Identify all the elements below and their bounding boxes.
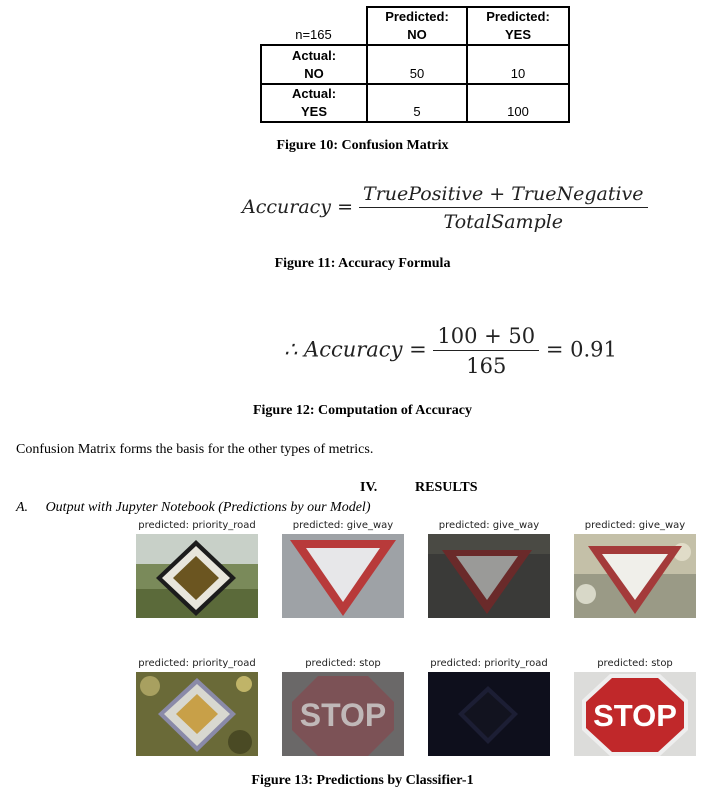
priority-road-sign-icon (136, 534, 258, 618)
figure-10-caption: Figure 10: Confusion Matrix (276, 138, 449, 153)
priority-road-sign-icon (136, 672, 258, 756)
prediction-tile-5 (122, 658, 272, 669)
svg-text:STOP: STOP (593, 698, 677, 733)
svg-text:STOP: STOP (299, 697, 387, 733)
prediction-label: predicted: stop (305, 658, 381, 669)
accuracy-computation (284, 324, 617, 378)
priority-road-sign-icon (428, 672, 550, 756)
computation-lhs: ∴ Accuracy = (284, 337, 427, 362)
cell-actual-yes-predicted-no: 5 (367, 84, 467, 122)
prediction-label: predicted: priority_road (430, 658, 548, 669)
prediction-label: predicted: give_way (292, 520, 394, 531)
formula-fraction (359, 183, 648, 233)
section-number: IV. (360, 480, 378, 495)
formula-lhs: Accuracy = (242, 196, 353, 218)
prediction-tile-3 (414, 520, 564, 531)
computation-numerator: 100 + 50 (433, 324, 539, 351)
prediction-label: predicted: give_way (584, 520, 686, 531)
col-header-predicted-yes: Predicted: YES (467, 7, 569, 45)
prediction-tile-8 (560, 658, 710, 733)
row-header-actual-yes: Actual: YES (261, 84, 367, 122)
cell-actual-yes-predicted-yes: 100 (467, 84, 569, 122)
accuracy-formula (242, 183, 648, 233)
figure-13-caption: Figure 13: Predictions by Classifier-1 (251, 773, 474, 788)
computation-result: = 0.91 (545, 337, 617, 362)
n-label: n=165 (295, 27, 332, 42)
figure-11-caption: Figure 11: Accuracy Formula (274, 256, 451, 271)
prediction-tile-6 (268, 658, 418, 733)
give-way-sign-icon (282, 534, 404, 618)
figure-12-caption: Figure 12: Computation of Accuracy (252, 403, 473, 418)
prediction-tile-4 (560, 520, 710, 531)
confusion-matrix-table (260, 6, 570, 123)
stop-sign-icon (574, 672, 696, 756)
subsection-letter: A. (16, 500, 29, 515)
prediction-tile-1 (122, 520, 272, 531)
prediction-label: predicted: priority_road (138, 658, 256, 669)
section-title: RESULTS (415, 480, 478, 495)
prediction-label: predicted: stop (597, 658, 673, 669)
subsection-title: Output with Jupyter Notebook (Predictions by our Model) (45, 500, 371, 515)
row-header-actual-no: Actual: NO (261, 45, 367, 84)
formula-denominator: TotalSample (443, 211, 564, 233)
cell-actual-no-predicted-no: 50 (367, 45, 467, 84)
give-way-sign-icon (574, 534, 696, 618)
col-header-predicted-no: Predicted: NO (367, 7, 467, 45)
prediction-label: predicted: priority_road (138, 520, 256, 531)
body-paragraph: Confusion Matrix forms the basis for the other types of metrics. (16, 442, 374, 457)
give-way-sign-icon (428, 534, 550, 618)
prediction-label: predicted: give_way (438, 520, 540, 531)
subsection-heading (16, 500, 370, 516)
prediction-tile-7 (414, 658, 564, 669)
cell-actual-no-predicted-yes: 10 (467, 45, 569, 84)
computation-denominator: 165 (466, 354, 507, 378)
formula-numerator: TruePositive + TrueNegative (359, 183, 648, 208)
stop-sign-icon (282, 672, 404, 756)
computation-fraction (433, 324, 539, 378)
prediction-tile-2 (268, 520, 418, 531)
